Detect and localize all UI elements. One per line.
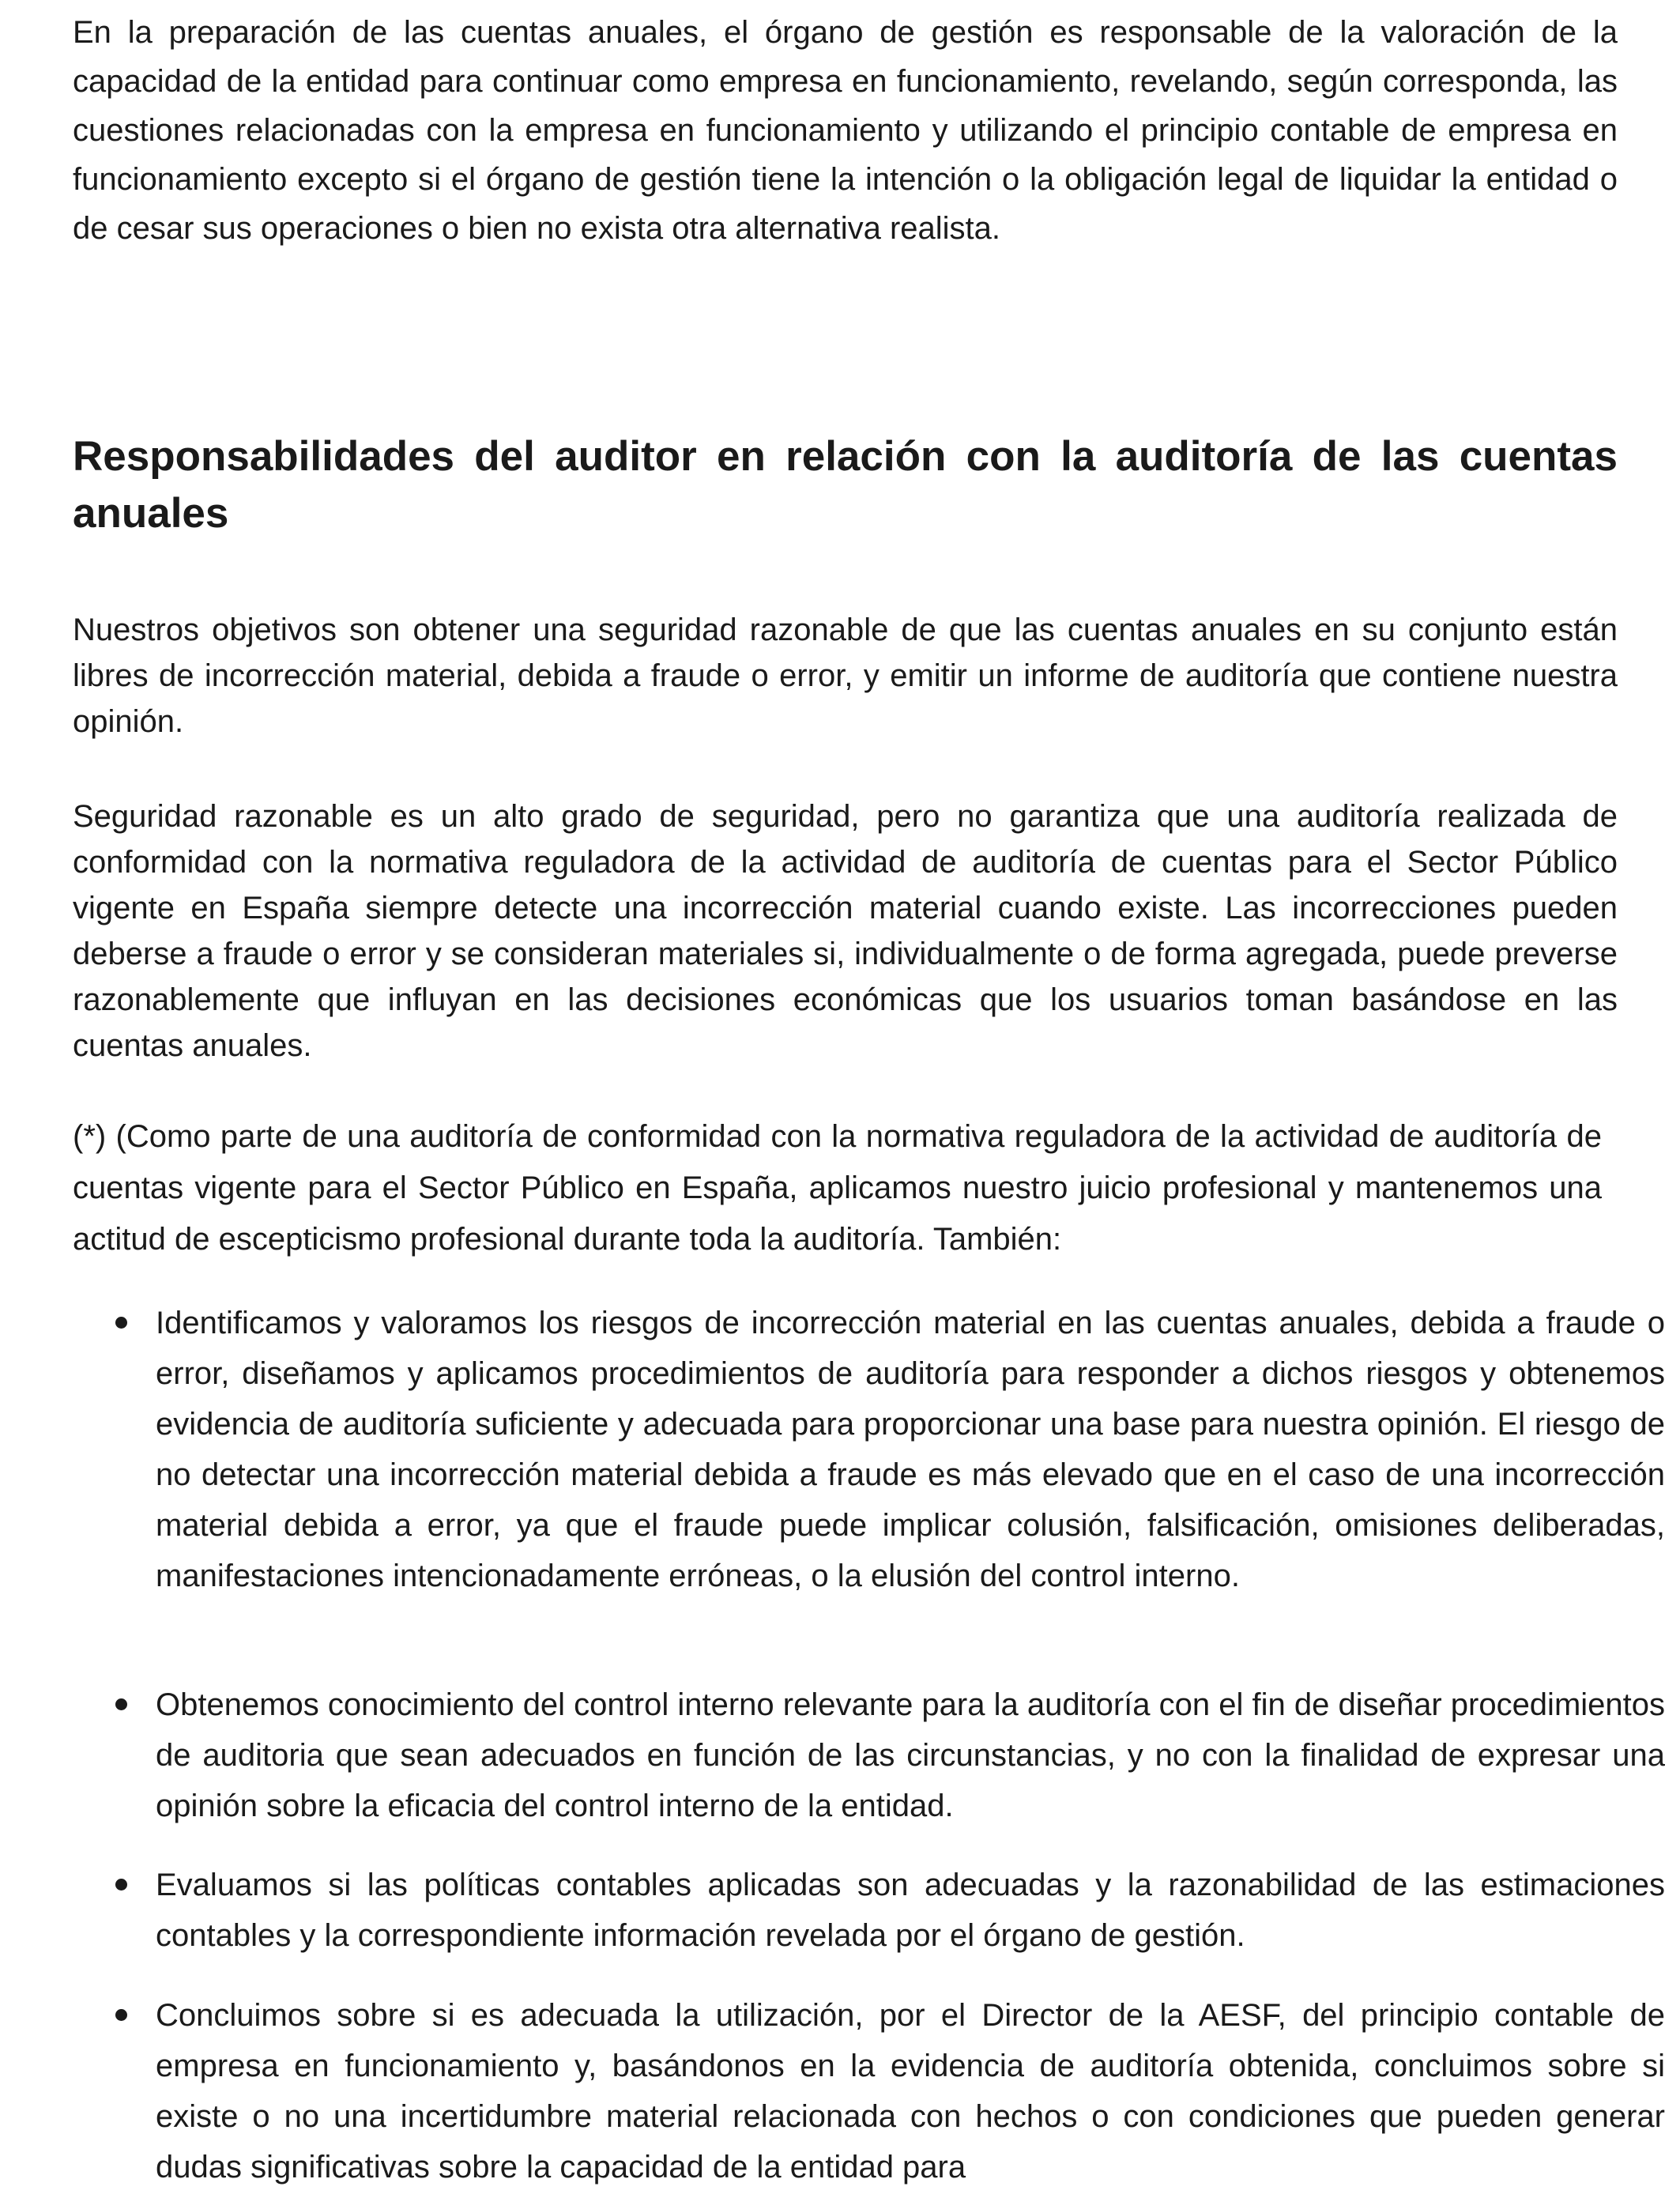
list-item-text: Concluimos sobre si es adecuada la utilización, por el Director de la AESF, del principio contable de empresa en funcionamiento y, basándonos en la evidencia de auditoría obtenida, concluimos sobre si existe o no una incertidumbre material relacionada con hechos o con condiciones que pueden generar dudas significativas sobre la capacidad de la entidad para bbox=[156, 1998, 1665, 2185]
bullet-icon bbox=[115, 1698, 127, 1710]
list-item-text: Obtenemos conocimiento del control interno relevante para la auditoría con el fin de diseñar procedimientos de auditoria que sean adecuados en función de las circunstancias, y no con la finalidad de expresar una opinión sobre la eficacia del control interno de la entidad. bbox=[156, 1687, 1665, 1823]
bullet-icon bbox=[115, 2009, 127, 2021]
paragraph-reasonable-assurance: Seguridad razonable es un alto grado de seguridad, pero no garantiza que una auditoría realizada de conformidad con la normativa reguladora de la actividad de auditoría de cuentas para el Sector Público vigente en España siempre detecte una incorrección material cuando existe. Las incorrecciones pueden deberse a fraude o error y se consideran materiales si, individualmente o de forma agregada, puede preverse razonablemente que influyan en las decisiones económicas que los usuarios toman basándose en las cuentas anuales. bbox=[73, 799, 1618, 1063]
paragraph-objectives: Nuestros objetivos son obtener una seguridad razonable de que las cuentas anuales en su conjunto están libres de incorrección material, debida a fraude o error, y emitir un informe de auditoría que contiene nuestra opinión. bbox=[73, 613, 1618, 739]
bullet-icon bbox=[115, 1879, 127, 1891]
list-item bbox=[73, 1860, 1665, 1961]
list-item-text: Identificamos y valoramos los riesgos de incorrección material en las cuentas anuales, debida a fraude o error, diseñamos y aplicamos procedimientos de auditoría para responder a dichos riesgos y obtenemos evidencia de auditoría suficiente y adecuada para proporcionar una base para nuestra opinión. El riesgo de no detectar una incorrección material debida a fraude es más elevado que en el caso de una incorrección material debida a error, ya que el fraude puede implicar colusión, falsificación, omisiones deliberadas, manifestaciones intencionadamente erróneas, o la elusión del control interno. bbox=[156, 1306, 1665, 1593]
list-item-text: Evaluamos si las políticas contables aplicadas son adecuadas y la razonabilidad de las estimaciones contables y la correspondiente información revelada por el órgano de gestión. bbox=[156, 1868, 1665, 1953]
section-heading: Responsabilidades del auditor en relación con la auditoría de las cuentas anuales bbox=[73, 433, 1618, 537]
list-item bbox=[73, 1679, 1665, 1831]
list-item bbox=[73, 1990, 1665, 2192]
paragraph-going-concern: En la preparación de las cuentas anuales, el órgano de gestión es responsable de la valoración de la capacidad de la entidad para continuar como empresa en funcionamiento, revelando, según corresponda, las cuestiones relacionadas con la empresa en funcionamiento y utilizando el principio contable de empresa en funcionamiento excepto si el órgano de gestión tiene la intención o la obligación legal de liquidar la entidad o de cesar sus operaciones o bien no exista otra alternativa realista. bbox=[73, 15, 1618, 246]
bullet-icon bbox=[115, 1317, 127, 1329]
list-item bbox=[73, 1298, 1665, 1601]
paragraph-professional-judgement: (*) (Como parte de una auditoría de conformidad con la normativa reguladora de la actividad de auditoría de cuentas vigente para el Sector Público en España, aplicamos nuestro juicio profesional y mantenemos una actitud de escepticismo profesional durante toda la auditoría. También: bbox=[73, 1119, 1602, 1257]
